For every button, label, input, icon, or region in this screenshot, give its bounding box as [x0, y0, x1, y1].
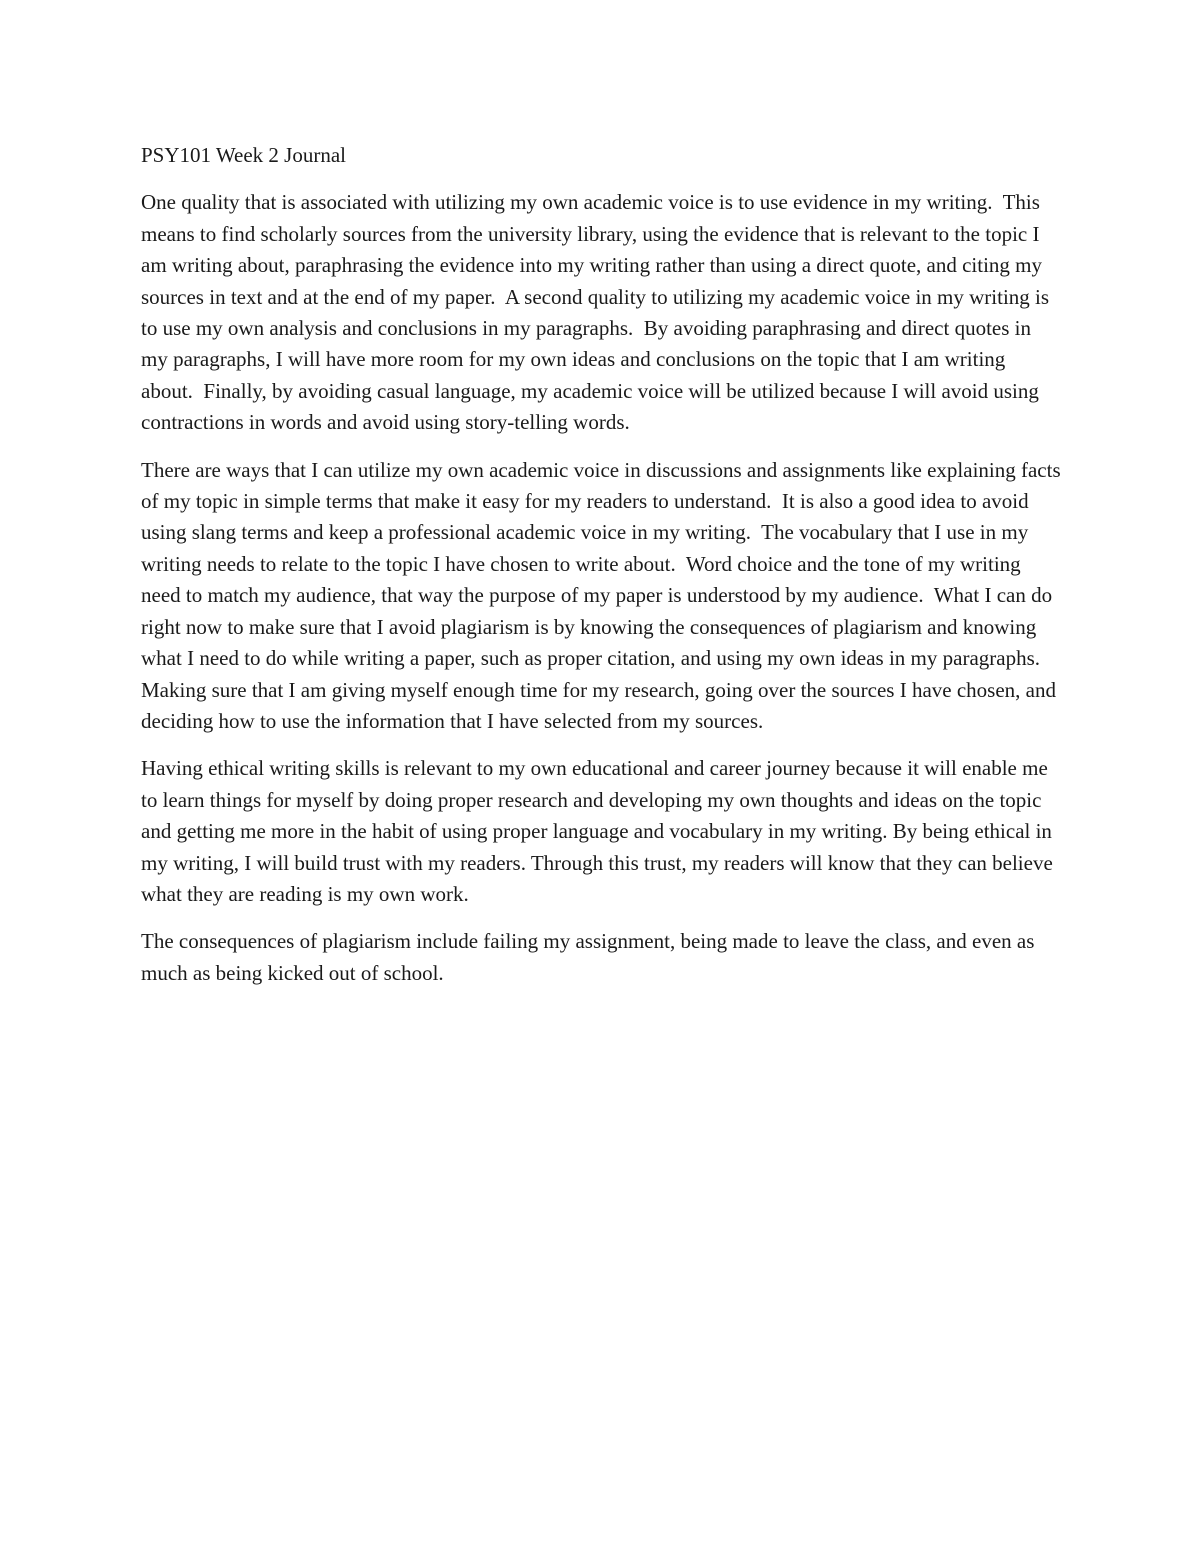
paragraph-4: The consequences of plagiarism include failing my assignment, being made to leave the class, and even as much as being kicked out of school.: [141, 929, 1040, 985]
document-body: [141, 140, 1066, 1005]
document-title: PSY101 Week 2 Journal: [141, 143, 346, 167]
paragraph-3: Having ethical writing skills is relevant to my own educational and career journey because it will enable me to learn things for myself by doing proper research and developing my own thoughts and ideas on the topic and getting me more in the habit of using proper language and vocabulary in my writing. By being ethical in my writing, I will build trust with my readers. Through this trust, my readers will know that they can believe what they are reading is my own work.: [141, 756, 1059, 906]
paragraph-1: One quality that is associated with utilizing my own academic voice is to use evidence in my writing. This means to find scholarly sources from the university library, using the evidence that is relevant to the topic I am writing about, paraphrasing the evidence into my writing rather than using a direct quote, and citing my sources in text and at the end of my paper. A second quality to utilizing my academic voice in my writing is to use my own analysis and conclusions in my paragraphs. By avoiding paraphrasing and direct quotes in my paragraphs, I will have more room for my own ideas and conclusions on the topic that I am writing about. Finally, by avoiding casual language, my academic voice will be utilized because I will avoid using contractions in words and avoid using story-telling words.: [141, 190, 1055, 435]
paragraph-2: There are ways that I can utilize my own academic voice in discussions and assignments like explaining facts of my topic in simple terms that make it easy for my readers to understand. It is also a good idea to avoid using slang terms and keep a professional academic voice in my writing. The vocabulary that I use in my writing needs to relate to the topic I have chosen to write about. Word choice and the tone of my writing need to match my audience, that way the purpose of my paper is understood by my audience. What I can do right now to make sure that I avoid plagiarism is by knowing the consequences of plagiarism and knowing what I need to do while writing a paper, such as proper citation, and using my own ideas in my paragraphs. Making sure that I am giving myself enough time for my research, going over the sources I have chosen, and deciding how to use the information that I have selected from my sources.: [141, 457, 1066, 733]
